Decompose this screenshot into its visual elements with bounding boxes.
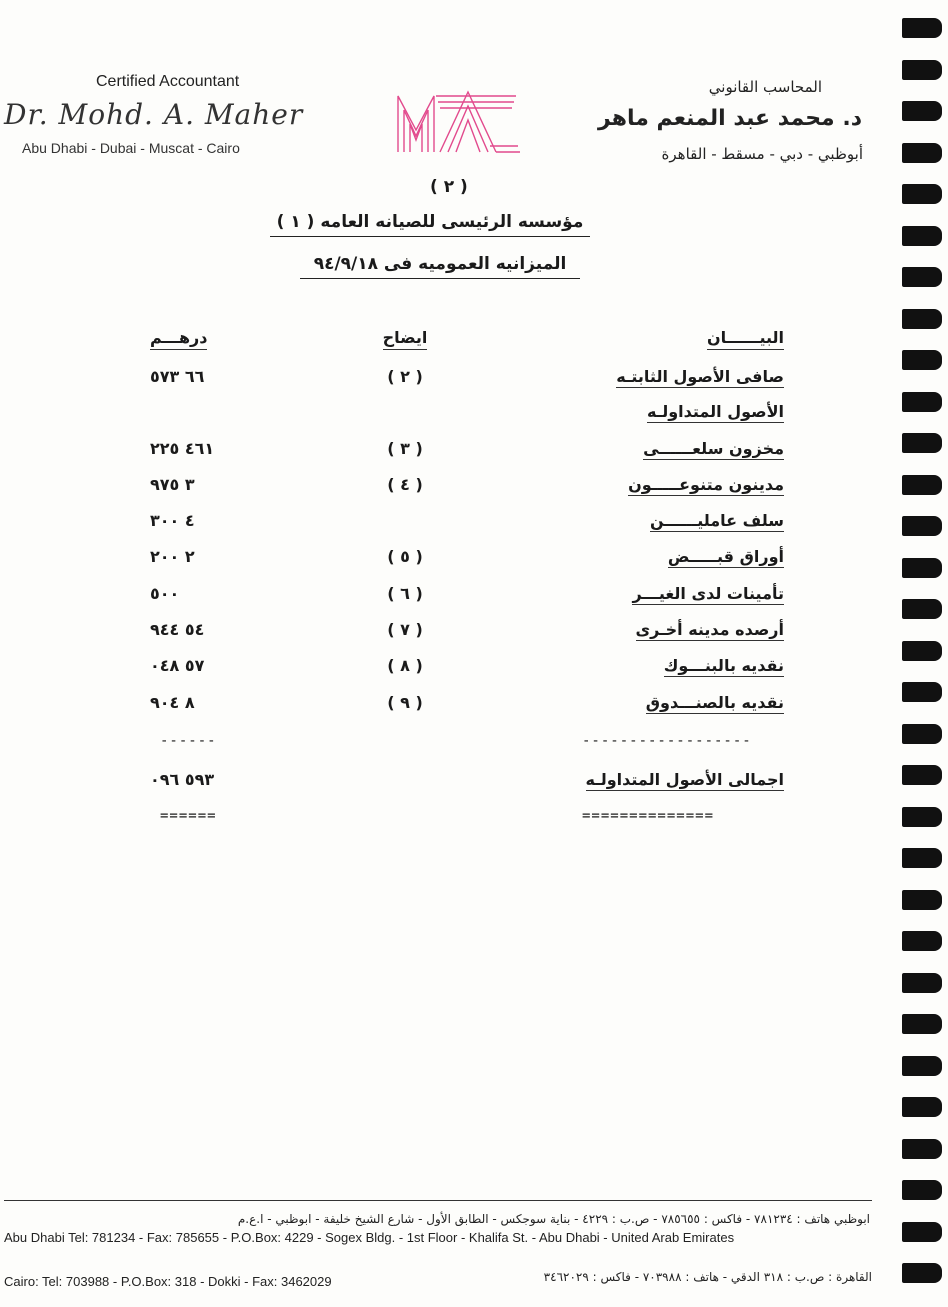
table-row-desc: أوراق قبـــــض xyxy=(667,547,784,566)
table-row-amount: ٤ ٣٠٠ xyxy=(150,511,195,530)
table-row-amount: ٦٦ ٥٧٣ xyxy=(150,367,205,386)
col-header-amount: درهـــم xyxy=(150,328,245,347)
table-row-note: ( ٦ ) xyxy=(387,584,423,603)
table-row-note: ( ٨ ) xyxy=(387,656,423,675)
binding-ring xyxy=(902,475,942,495)
certified-label: Certified Accountant xyxy=(96,73,240,90)
footer-abudhabi-ar: ابوظبي هاتف : ٧٨١٢٣٤ - فاكس : ٧٨٥٦٥٥ - ص.ب : ٤٢٢٩ - بناية سوجكس - الطابق الأول - شارع الشيخ خليفة - ابوظبي - ا.ع.م xyxy=(237,1212,870,1226)
cities-en: Abu Dhabi - Dubai - Muscat - Cairo xyxy=(22,140,240,156)
binding-ring xyxy=(902,765,942,785)
table-row-note: ( ٩ ) xyxy=(387,693,423,712)
spiral-binding xyxy=(902,0,948,1307)
page-number: ( ٢ ) xyxy=(430,177,468,197)
binding-ring xyxy=(902,309,942,329)
table-row-amount: ٥٧ ٠٤٨ xyxy=(150,656,205,675)
table-row-desc: نقديه بالصنـــدوق xyxy=(645,693,784,712)
binding-ring xyxy=(902,267,942,287)
table-row-desc: الأصول المتداولـه xyxy=(647,402,784,421)
table-row-desc: تأمينات لدى الغيـــر xyxy=(632,584,784,603)
binding-ring xyxy=(902,848,942,868)
table-row-desc: أرصده مدينه أخـرى xyxy=(635,620,784,639)
table-row-note: ( ٧ ) xyxy=(387,620,423,639)
binding-ring xyxy=(902,1056,942,1076)
binding-ring xyxy=(902,641,942,661)
binding-ring xyxy=(902,1014,942,1034)
binding-ring xyxy=(902,184,942,204)
table-row-amount: ٤٦١ ٢٢٥ xyxy=(150,439,215,458)
binding-ring xyxy=(902,60,942,80)
binding-ring xyxy=(902,226,942,246)
ma-logo xyxy=(396,90,522,154)
accountant-name-en: Dr. Mohd. A. Maher xyxy=(4,98,304,131)
binding-ring xyxy=(902,599,942,619)
binding-ring xyxy=(902,350,942,370)
table-row-note: ( ٥ ) xyxy=(387,547,423,566)
binding-ring xyxy=(902,1180,942,1200)
total-desc: اجمالى الأصول المتداولـه xyxy=(585,770,784,789)
separator-amount: ------ xyxy=(160,733,217,749)
table-row-desc: سلف عامليــــــن xyxy=(649,511,784,530)
binding-ring xyxy=(902,18,942,38)
double-rule-desc: ============== xyxy=(582,808,715,824)
table-row-note: ( ٤ ) xyxy=(387,475,423,494)
table-row-note: ( ٢ ) xyxy=(387,367,423,386)
binding-ring xyxy=(902,724,942,744)
table-row-desc: مدينون متنوعـــــون xyxy=(628,475,784,494)
title-ar: المحاسب القانوني xyxy=(708,78,822,96)
total-amount: ٥٩٣ ٠٩٦ xyxy=(150,770,215,789)
binding-ring xyxy=(902,931,942,951)
binding-ring xyxy=(902,1139,942,1159)
binding-ring xyxy=(902,433,942,453)
separator-desc: ------------------ xyxy=(582,733,752,749)
accountant-name-ar: د. محمد عبد المنعم ماهر xyxy=(598,106,862,131)
double-rule-amount: ====== xyxy=(160,808,217,824)
document-subtitle: الميزانيه العموميه فى ٩٤/٩/١٨ xyxy=(300,254,580,279)
binding-ring xyxy=(902,682,942,702)
binding-ring xyxy=(902,392,942,412)
footer-rule xyxy=(4,1200,872,1201)
footer-cairo-en: Cairo: Tel: 703988 - P.O.Box: 318 - Dokki - Fax: 3462029 xyxy=(4,1274,332,1289)
col-header-note: ايضاح xyxy=(380,328,430,347)
document-title: مؤسسه الرئيسى للصيانه العامه ( ١ ) xyxy=(270,212,590,237)
footer-cairo-ar: القاهرة : ص.ب : ٣١٨ الدقي - هاتف : ٧٠٣٩٨٨ - فاكس : ٣٤٦٢٠٢٩ xyxy=(543,1270,872,1284)
binding-ring xyxy=(902,1097,942,1117)
binding-ring xyxy=(902,558,942,578)
table-row-amount: ٨ ٩٠٤ xyxy=(150,693,195,712)
table-row-desc: نقديه بالبنـــوك xyxy=(663,656,784,675)
table-row-note: ( ٣ ) xyxy=(387,439,423,458)
binding-ring xyxy=(902,890,942,910)
table-row-amount: ٥٤ ٩٤٤ xyxy=(150,620,205,639)
binding-ring xyxy=(902,807,942,827)
binding-ring xyxy=(902,1222,942,1242)
binding-ring xyxy=(902,143,942,163)
table-row-desc: مخزون سلعــــــى xyxy=(643,439,784,458)
cities-ar: أبوظبي - دبي - مسقط - القاهرة xyxy=(661,145,863,163)
table-row-desc: صافى الأصول الثابتـه xyxy=(616,367,784,386)
binding-ring xyxy=(902,516,942,536)
col-header-description: البيــــــان xyxy=(564,328,784,347)
table-row-amount: ٣ ٩٧٥ xyxy=(150,475,195,494)
table-row-amount: ٥٠٠ xyxy=(150,584,180,603)
footer-abudhabi-en: Abu Dhabi Tel: 781234 - Fax: 785655 - P.O.Box: 4229 - Sogex Bldg. - 1st Floor - Khalifa St. - Abu Dhabi - United Arab Emirates xyxy=(4,1230,735,1245)
binding-ring xyxy=(902,1263,942,1283)
binding-ring xyxy=(902,973,942,993)
binding-ring xyxy=(902,101,942,121)
table-row-amount: ٢ ٢٠٠ xyxy=(150,547,195,566)
